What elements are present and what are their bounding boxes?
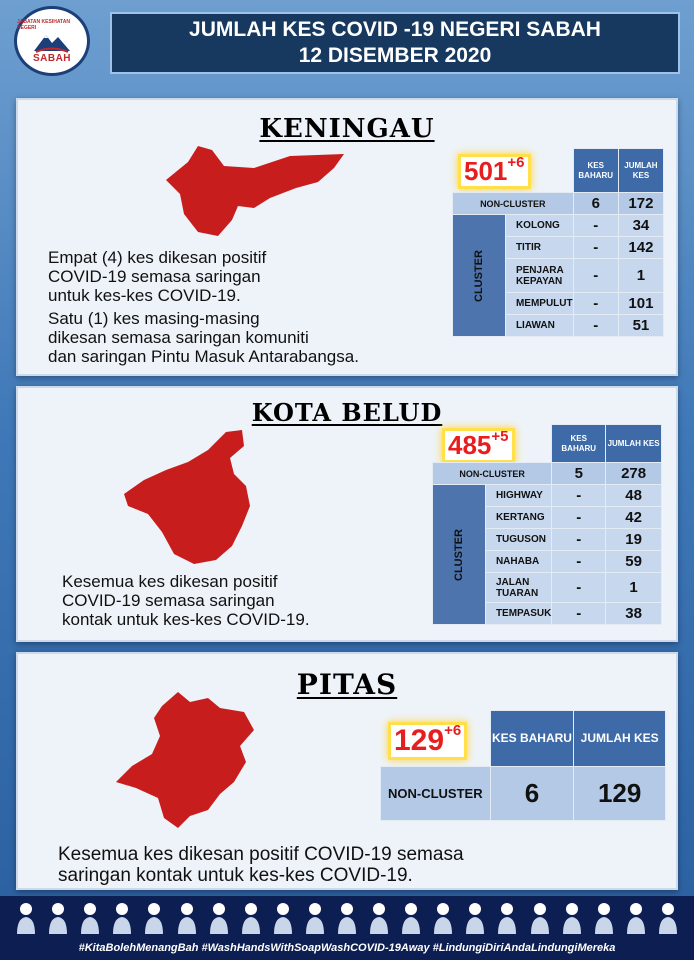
- row-total: 48: [606, 485, 662, 507]
- cluster-label: CLUSTER: [453, 215, 506, 337]
- frontliner-figures: [10, 900, 684, 936]
- cluster-label: CLUSTER: [433, 485, 486, 625]
- col-kes-baharu: KES BAHARU: [573, 149, 618, 193]
- chef-figure-icon: [496, 900, 518, 934]
- row-new: 5: [552, 463, 606, 485]
- desc-line: untuk kes-kes COVID-19.: [48, 286, 241, 305]
- table-row: [453, 215, 664, 237]
- row-total: 1: [618, 259, 663, 293]
- col-kes-baharu: KES BAHARU: [552, 425, 606, 463]
- kota-belud-panel: [16, 386, 678, 642]
- row-label: NAHABA: [485, 551, 551, 573]
- row-new: -: [552, 529, 606, 551]
- nurse-figure-icon: [529, 900, 551, 934]
- pitas-map-icon: [112, 690, 262, 830]
- desc-line: saringan kontak untuk kes-kes COVID-19.: [58, 865, 413, 886]
- kota-belud-description: [62, 572, 310, 629]
- row-label: LIAWAN: [505, 315, 573, 337]
- graduate-figure-icon: [657, 900, 679, 934]
- row-label: JALAN TUARAN: [485, 573, 551, 603]
- header-date: 12 DISEMBER 2020: [298, 44, 492, 67]
- nurse-figure-icon: [79, 900, 101, 934]
- col-jumlah-kes: JUMLAH KES: [618, 149, 663, 193]
- desc-line: Kesemua kes dikesan positif: [62, 572, 278, 591]
- nurse-figure-icon: [240, 900, 262, 934]
- row-new: -: [573, 315, 618, 337]
- kota-belud-title: KOTA BELUD: [251, 398, 443, 427]
- row-new: 6: [490, 767, 574, 821]
- total-new-value: +6: [444, 722, 462, 739]
- teacher-figure-icon: [625, 900, 647, 934]
- row-total: 142: [618, 237, 663, 259]
- row-total: 278: [606, 463, 662, 485]
- row-new: -: [552, 603, 606, 625]
- doctor-figure-icon: [368, 900, 390, 934]
- table-row-non-cluster: [381, 767, 666, 821]
- keningau-case-table: [452, 148, 664, 337]
- row-total: 129: [574, 767, 666, 821]
- table-row-non-cluster: [433, 463, 662, 485]
- medic-figure-icon: [464, 900, 486, 934]
- row-total: 101: [618, 293, 663, 315]
- soldier-figure-icon: [561, 900, 583, 934]
- row-total: 59: [606, 551, 662, 573]
- student-figure-icon: [304, 900, 326, 934]
- keningau-title: KENINGAU: [259, 114, 435, 144]
- row-label: HIGHWAY: [485, 485, 551, 507]
- total-value: 129: [394, 724, 445, 757]
- worker-figure-icon: [208, 900, 230, 934]
- row-new: -: [552, 507, 606, 529]
- col-jumlah-kes: JUMLAH KES: [606, 425, 662, 463]
- desc-line: Satu (1) kes masing-masing: [48, 309, 260, 328]
- total-new-value: +6: [507, 154, 525, 171]
- desc-line: Empat (4) kes dikesan positif: [48, 248, 267, 267]
- row-total: 1: [606, 573, 662, 603]
- pitas-title: PITAS: [296, 668, 398, 701]
- row-label: KOLONG: [505, 215, 573, 237]
- row-new: -: [552, 551, 606, 573]
- footer-banner: [0, 896, 694, 960]
- mountain-logo-icon: [32, 31, 72, 53]
- desc-line: Kesemua kes dikesan positif COVID-19 semasa: [58, 844, 464, 865]
- page-header: [110, 12, 680, 74]
- pitas-panel: [16, 652, 678, 890]
- row-total: 51: [618, 315, 663, 337]
- row-label: TUGUSON: [485, 529, 551, 551]
- table-row-non-cluster: [453, 193, 664, 215]
- police-figure-icon: [400, 900, 422, 934]
- row-total: 172: [618, 193, 663, 215]
- row-total: 38: [606, 603, 662, 625]
- medic-figure-icon: [176, 900, 198, 934]
- family-figure-icon: [336, 900, 358, 934]
- row-total: 34: [618, 215, 663, 237]
- kota-belud-map-icon: [118, 428, 258, 568]
- doctor-figure-icon: [15, 900, 37, 934]
- row-label: TEMPASUK: [485, 603, 551, 625]
- desc-line: kontak untuk kes-kes COVID-19.: [62, 610, 310, 629]
- col-jumlah-kes: JUMLAH KES: [574, 711, 666, 767]
- row-new: -: [573, 215, 618, 237]
- jkn-sabah-logo: [14, 6, 90, 76]
- chef-figure-icon: [47, 900, 69, 934]
- keningau-description: [48, 248, 359, 366]
- row-label: KERTANG: [485, 507, 551, 529]
- row-new: 6: [573, 193, 618, 215]
- total-value: 485: [448, 430, 492, 460]
- row-total: 42: [606, 507, 662, 529]
- keningau-map-icon: [158, 144, 358, 240]
- pitas-case-table: [380, 710, 666, 821]
- row-label: NON-CLUSTER: [381, 767, 491, 821]
- desc-line: COVID-19 semasa saringan: [62, 591, 275, 610]
- worker-figure-icon: [432, 900, 454, 934]
- header-title: JUMLAH KES COVID -19 NEGERI SABAH: [189, 18, 601, 41]
- row-total: 19: [606, 529, 662, 551]
- row-new: -: [552, 573, 606, 603]
- kota-belud-case-table: [432, 424, 662, 625]
- desc-line: dikesan semasa saringan komuniti: [48, 328, 309, 347]
- soldier-figure-icon: [111, 900, 133, 934]
- row-new: -: [552, 485, 606, 507]
- col-kes-baharu: KES BAHARU: [490, 711, 574, 767]
- row-label: NON-CLUSTER: [453, 193, 574, 215]
- keningau-panel: [16, 98, 678, 376]
- officer-figure-icon: [143, 900, 165, 934]
- desc-line: dan saringan Pintu Masuk Antarabangsa.: [48, 347, 359, 366]
- logo-name: SABAH: [32, 52, 72, 64]
- row-new: -: [573, 293, 618, 315]
- officer-figure-icon: [593, 900, 615, 934]
- desc-line: COVID-19 semasa saringan: [48, 267, 261, 286]
- pitas-description: [58, 844, 464, 886]
- row-label: NON-CLUSTER: [433, 463, 552, 485]
- logo-small-text: JABATAN KESIHATAN NEGERI: [17, 18, 70, 31]
- footer-hashtags: #KitaBolehMenangBah #WashHandsWithSoapWashCOVID-19Away #LindungiDiriAndaLindungiMereka: [78, 942, 616, 954]
- row-new: -: [573, 259, 618, 293]
- row-label: PENJARA KEPAYAN: [505, 259, 573, 293]
- row-new: -: [573, 237, 618, 259]
- officer-figure-icon: [272, 900, 294, 934]
- total-new-value: +5: [491, 428, 509, 445]
- total-value: 501: [464, 156, 508, 186]
- row-label: MEMPULUT: [505, 293, 573, 315]
- table-row: [433, 485, 662, 507]
- row-label: TITIR: [505, 237, 573, 259]
